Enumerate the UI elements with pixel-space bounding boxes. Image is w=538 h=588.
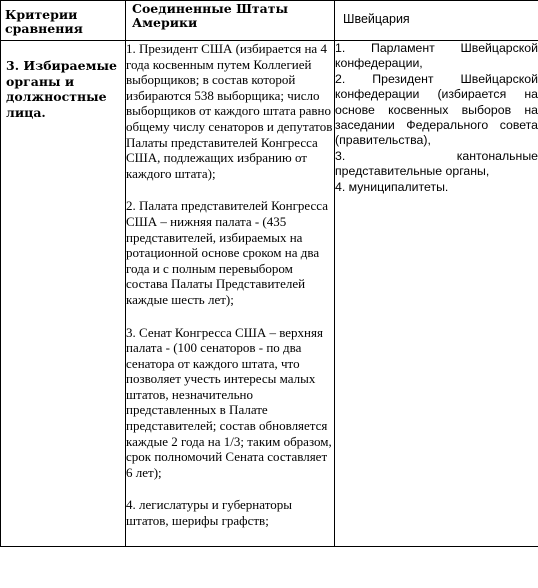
table-row bbox=[1, 41, 538, 547]
usa-cell bbox=[126, 41, 335, 547]
switzerland-cell bbox=[335, 41, 538, 547]
header-switzerland-cell bbox=[335, 1, 538, 41]
switzerland-item-4: 4. муниципалитеты. bbox=[335, 179, 449, 194]
header-usa-cell bbox=[126, 1, 335, 41]
criterion-cell bbox=[1, 41, 126, 547]
usa-item-4: 4. легислатуры и губернаторы штатов, шерифы графств; bbox=[126, 497, 292, 529]
switzerland-item-1: 1. Парламент Швейцарской конфедерации, bbox=[335, 41, 538, 71]
header-criteria: Критерии сравнения bbox=[5, 7, 83, 36]
switzerland-item-2: 2. Президент Швейцарской конфедерации (избирается на основе косвенных выборов на заседании Федерального совета (правительства), bbox=[335, 71, 538, 148]
usa-item-2: 2. Палата представителей Конгресса США – нижняя палата - (435 представителей, избираемых на ротационной основе сроком на два года и с полным перевыбором состава Палаты Представителей каждые шесть лет); bbox=[126, 198, 328, 307]
criterion-text: 3. Избираемые органы и должностные лица. bbox=[6, 58, 117, 120]
header-usa: Соединенные Штаты Америки bbox=[132, 1, 289, 30]
header-row bbox=[1, 1, 538, 41]
header-switzerland: Швейцария bbox=[343, 12, 410, 26]
usa-item-3: 3. Сенат Конгресса США – верхняя палата - (100 сенаторов - по два сенатора от каждого штата, что позволяет учесть интересы малых штатов, незначительно представленных в Палате представителей; состав обновляется каждые 2 года на 1/3; таким образом, срок полномочий Сената составляет 6 лет); bbox=[126, 324, 332, 480]
switzerland-item-3: 3. кантональные представительные органы, bbox=[335, 148, 538, 179]
usa-item-1: 1. Президент США (избирается на 4 года косвенным путем Коллегией выборщиков; в состав которой избираются 538 выборщика; число выборщиков от каждого штата равно общему числу сенаторов и депутатов Палаты представителей Конгресса США, подлежащих избранию от каждого штата); bbox=[126, 41, 333, 181]
header-criteria-cell bbox=[1, 1, 126, 41]
